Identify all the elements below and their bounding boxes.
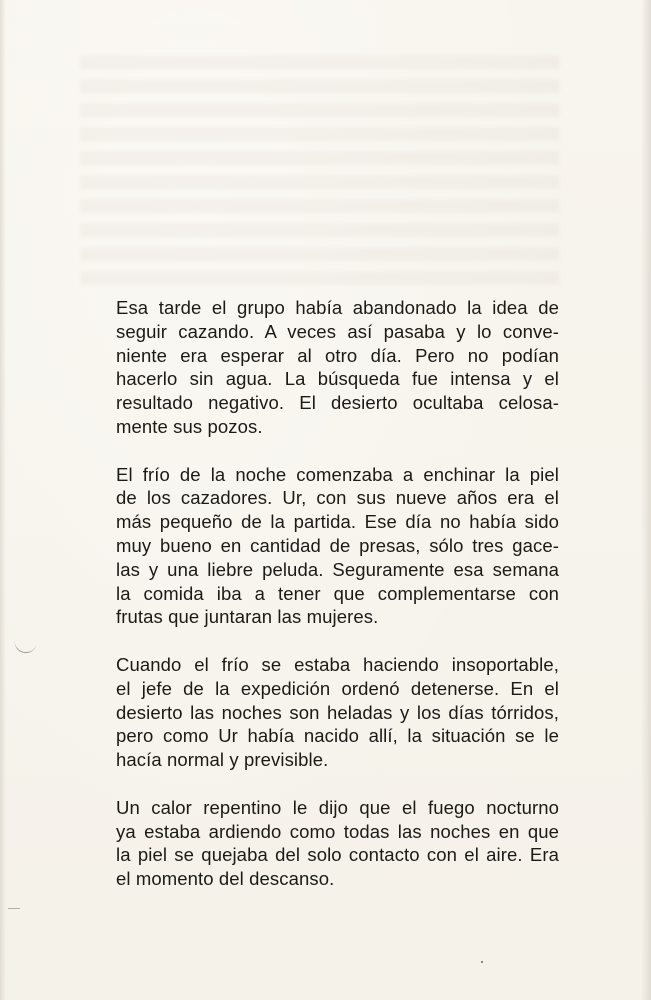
paragraph-4 <box>116 796 559 891</box>
text-line: más pequeño de la partida. Ese día no había sido <box>116 511 559 533</box>
margin-tick <box>8 908 20 909</box>
paragraph-gap <box>116 629 559 653</box>
text-line: frutas que juntaran las mujeres. <box>116 606 379 628</box>
paragraph-gap <box>116 439 559 463</box>
show-through-text <box>80 55 560 285</box>
body-text <box>116 296 559 891</box>
margin-mark <box>13 636 38 655</box>
paragraph-gap <box>116 772 559 796</box>
text-line: muy bueno en cantidad de presas, sólo tres gace- <box>116 534 559 556</box>
text-line: la piel se quejaba del solo contacto con el aire. Era <box>116 844 559 866</box>
text-line: el momento del descanso. <box>116 868 335 890</box>
text-line: mente sus pozos. <box>116 415 263 437</box>
ink-speck <box>481 961 483 963</box>
paragraph-1 <box>116 296 559 439</box>
text-line: resultado negativo. El desierto ocultaba celosa- <box>116 392 559 414</box>
text-line: seguir cazando. A veces así pasaba y lo conve- <box>116 320 559 342</box>
text-line: el jefe de la expedición ordenó detenerse. En el <box>116 677 559 699</box>
text-line: Esa tarde el grupo había abandonado la idea de <box>116 297 559 318</box>
text-line: hacerlo sin agua. La búsqueda fue intensa y el <box>116 368 559 390</box>
text-line: Un calor repentino le dijo que el fuego nocturno <box>116 796 559 818</box>
text-line: la comida iba a tener que complementarse con <box>116 582 559 604</box>
text-line: hacía normal y previsible. <box>116 749 329 771</box>
text-line: las y una liebre peluda. Seguramente esa semana <box>116 558 559 580</box>
text-line: pero como Ur había nacido allí, la situación se le <box>116 725 559 747</box>
text-line: de los cazadores. Ur, con sus nueve años era el <box>116 487 559 509</box>
paragraph-2 <box>116 463 559 630</box>
page-right-edge-shadow <box>641 0 651 1000</box>
text-line: El frío de la noche comenzaba a enchinar la piel <box>116 463 559 485</box>
paragraph-3 <box>116 653 559 772</box>
text-line: Cuando el frío se estaba haciendo insoportable, <box>116 653 559 675</box>
page-left-edge-shadow <box>0 0 6 1000</box>
text-line: desierto las noches son heladas y los días tórridos, <box>116 701 559 723</box>
text-line: ya estaba ardiendo como todas las noches en que <box>116 820 559 842</box>
text-line: niente era esperar al otro día. Pero no podían <box>116 344 559 366</box>
